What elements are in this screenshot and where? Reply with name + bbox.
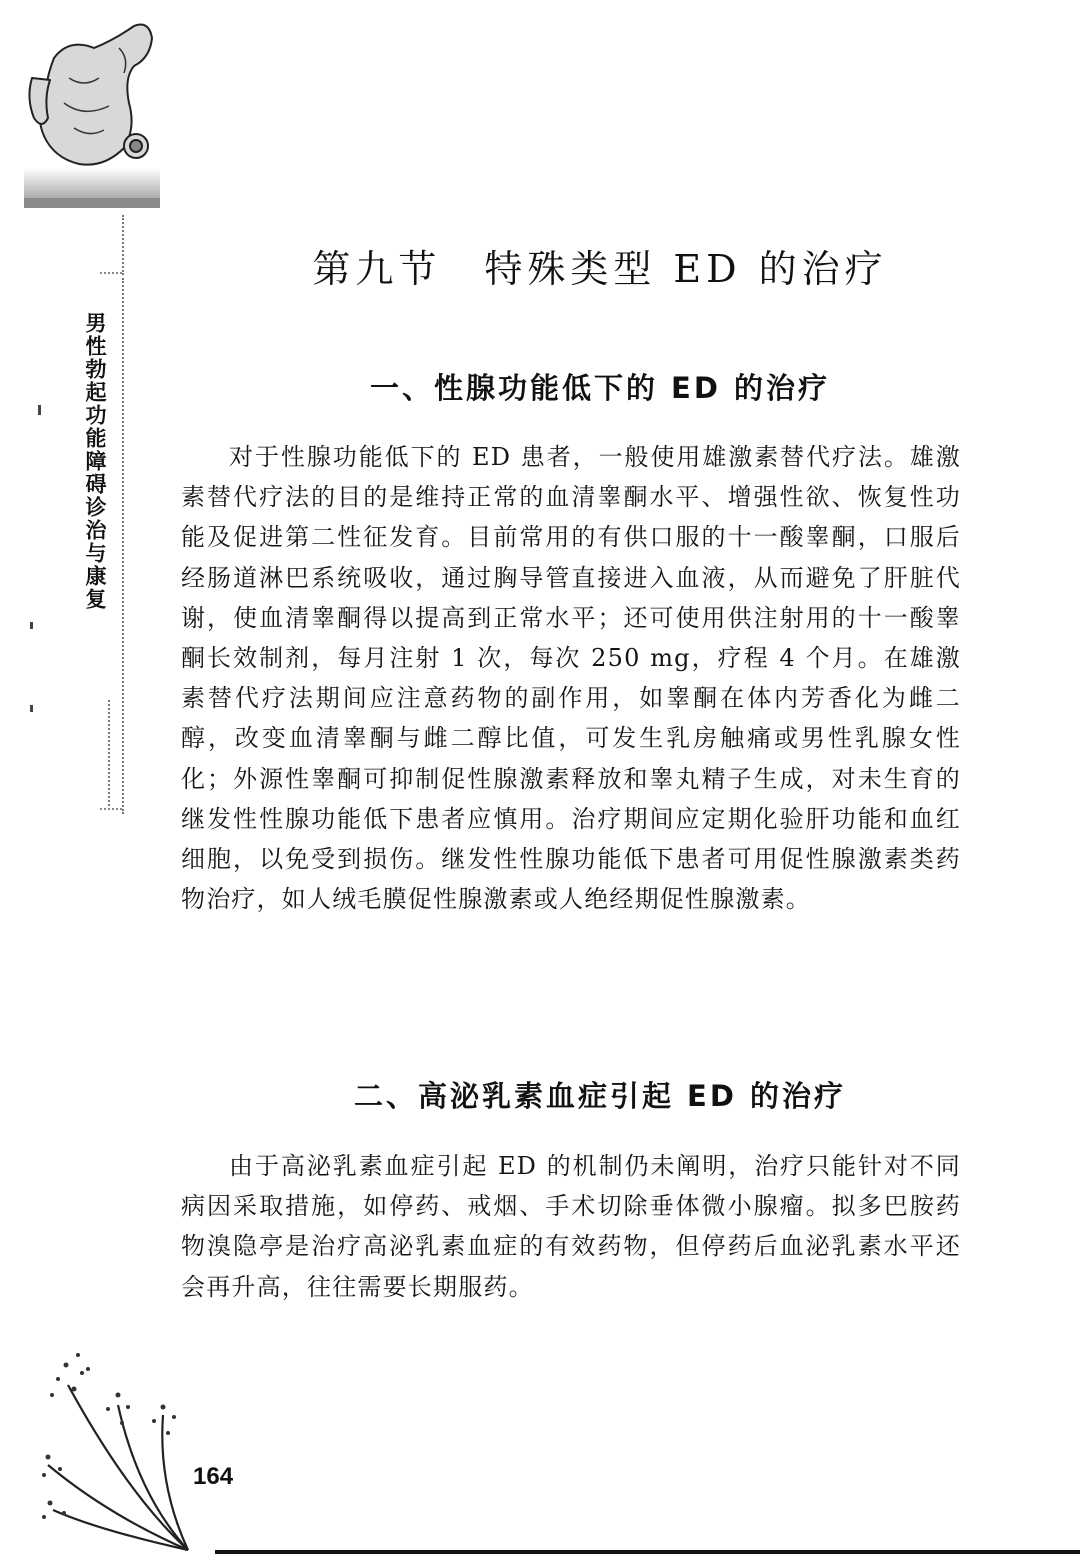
running-title: 男性勃起功能障碍诊治与康复 (83, 312, 107, 611)
margin-guide-line (122, 278, 124, 814)
margin-guide-line (100, 808, 122, 810)
margin-guide-line (108, 700, 110, 810)
subsection-heading: 一、性腺功能低下的 ED 的治疗 (369, 371, 831, 405)
body-paragraph: 由于高泌乳素血症引起 ED 的机制仍未阐明，治疗只能针对不同病因采取措施，如停药、戒烟、手术切除垂体微小腺瘤。拟多巴胺药物溴隐亭是治疗高泌乳素血症的有效药物，但停药后血泌乳素水平还会再升高，往往需要长期服药。 (181, 1152, 961, 1301)
margin-mark (38, 405, 41, 415)
bodybuilder-illustration-icon (24, 18, 164, 213)
section-title: 第九节 特殊类型 ED 的治疗 (312, 247, 888, 291)
margin-mark (30, 705, 33, 712)
bottom-rule (215, 1550, 1080, 1554)
margin-mark (30, 622, 33, 629)
firework-flourish-icon (38, 1345, 198, 1555)
subsection-heading: 二、高泌乳素血症引起 ED 的治疗 (353, 1079, 847, 1113)
body-paragraph: 对于性腺功能低下的 ED 患者，一般使用雄激素替代疗法。雄激素替代疗法的目的是维持正常的血清睾酮水平、增强性欲、恢复性功能及促进第二性征发育。目前常用的有供口服的十一酸睾酮，口服后经肠道淋巴系统吸收，通过胸导管直接进入血液，从而避免了肝脏代谢，使血清睾酮得以提高到正常水平；还可使用供注射用的十一酸睾酮长效制剂，每月注射 1 次，每次 250 mg，疗程 4 个月。在雄激素替代疗法期间应注意药物的副作用，如睾酮在体内芳香化为雌二醇，改变血清睾酮与雌二醇比值，可发生乳房触痛或男性乳腺女性化；外源性睾酮可抑制促性腺激素释放和睾丸精子生成，对未生育的继发性性腺功能低下患者应慎用。治疗期间应定期化验肝功能和血红细胞，以免受到损伤。继发性性腺功能低下患者可用促性腺激素类药物治疗，如人绒毛膜促性腺激素或人绝经期促性腺激素。 (181, 443, 961, 914)
page-number: 164 (193, 1463, 234, 1490)
